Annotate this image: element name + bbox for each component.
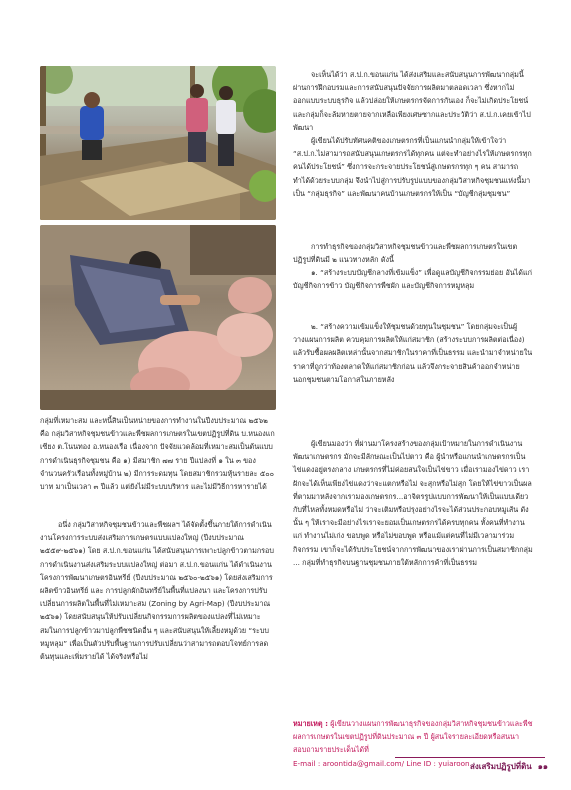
page-footer (470, 760, 548, 773)
note-label: หมายเหตุ : (293, 719, 328, 728)
note-text: ผู้เขียนวางแผนการพัฒนาธุรกิจของกลุ่มวิสาหกิจชุมชนข้าวและพืชผลการเกษตรในเขตปฏิรูปที่ดินประมาณ ๓ ปี ผู้สนใจรายละเอียดหรือสนนาสอบถามรายประเด็นได้ที่ (293, 719, 533, 755)
magazine-name: ส่งเสริมปฏิรูปที่ดิน (470, 761, 532, 771)
right-paragraph-6: ผู้เขียนมองว่า ที่ผ่านมาโครงสร้างของกลุ่มเป้าหมายในการดำเนินงานพัฒนาเกษตรกร มักจะมีลักษณะเป็นไปตาว คือ ผู้นำหรือแกนนำเกษตรกรเป็นไข่แดงอยู่ตรงกลาง เกษตรกรที่ไม่ค่อยสนใจเป็นไข่ขาว เมื่อเรามองไข่ดาว เราฝักจะได้เห็นเพียงไข่แดงว่าจะแตกหรือไม่ จะสุกหรือไม่สุก โดยให้ไข่ขาวเป็นผลที่ตามมาหลังจากเรามองเกษตรกร...อาจิตรรูปแบบการพัฒนาให้เป็นแบบเดียวกับที่ไหลทั้งหมดหรือไม่ ว่าจะเติมหรือปรุงอย่างไรจะได้ส่วนประกอบหมูเส้น ดังนั้น ๆ ให้เราจะมีอย่างไรเราจะยอมเป็นเกษตรกรได้ครบทุกคน ทั้งคนที่ทำงานแก่ ทำงานไม่เก่ง ขอบพูด หรือไม่ขอบพูด หรือแม้แต่คนที่ไม่มีเวลามาร่วมกิจกรรม เขาก็จะได้รับประโยชน์จากการพัฒนาของเราผ่านการเป็นสมาชิกกลุ่ม ... กลุ่มที่ทำธุรกิจบนฐานชุมชนภายใต้หลักการค้าที่เป็นธรรม (293, 439, 533, 567)
right-paragraph-5: ๒. “สร้างความเข้มแข็งให้ชุมชนด้วยทุนในชุมชน” โดยกลุ่มจะเป็นผู้วางแผนการผลิต ควบคุมการผลิตให้แก่สมาชิก (สร้างระบบการผลิตต่อเนื่อง) แล้วรับซื้อผลผลิตเหล่านั้นจากสมาชิกในราคาที่เป็นธรรม และนำมาจำหน่ายในราคาที่ถูกว่าท้องตลาดให้แก่สมาชิกก่อน แล้วจึงกระจายสินค้าออกจำหน่ายนอกชุมชนตามโอกาสในภายหลัง (293, 322, 533, 384)
left-paragraph-1: กลุ่มที่เหมาะสม และหนี้สินเป็นหน่ายของการทำงานในปีงบประมาณ ๒๕๖๒ คือ กลุ่มวิสาหกิจชุมชนข้าวและพืชผลการเกษตรในเขตปฏิรูปที่ดิน บ.หนองแกเซียง ต.โนนทอง อ.หนองเรือ เนื่องจาก ปัจจัยแวดล้อมที่เหมาะสมเป็นต้นแบบการดำเนินธุรกิจชุมชน คือ ๑) มีสมาชิก ๗๗ ราย ปีแปลงที่ ๑ ใน ๓ ของจำนวนครัวเรือนทั้งหมู่บ้าน ๒) มีการระดมทุน โดยสมาชิกรวมหุ้นรายละ ๕๐๐ บาท มาเป็นเวลา ๓ ปีแล้ว แต่ยังไม่มีระบบบริหาร และไม่มีวิธีการหารายได้ (40, 416, 275, 492)
footer-divider (395, 757, 545, 758)
right-paragraph-4: ๑. “สร้างระบบบัญชีกลางที่เข้มแข็ง” เพื่อดูแลบัญชีกิจกรรมย่อย อันได้แก่ บัญชีกิจการข้าว บัญชีกิจการพืชผัก และบัญชีกิจการหมูหลุม (293, 268, 532, 291)
farmers-inspecting-pig-pen-photo (40, 66, 276, 220)
note-contact: E-mail : aroontida@gmail.com/ Line ID : yuiaroon (293, 758, 470, 768)
right-paragraph-2: ผู้เขียนได้ปรับทัศนคติของเกษตรกรที่เป็นแกนนำกลุ่มให้เข้าใจว่า “ส.ป.ก.ไม่สามารถสนับสนุนเกษตรกรได้ทุกคน แต่จะทำอย่างไรให้เกษตรกรทุกคนได้ประโยชน์” ซึ่งการจะกระจายประโยชน์สู่เกษตรกรทุก ๆ คน สามารถทำได้ด้วยระบบกลุ่ม จึงนำไปสู่การปรับรูปแบบของกลุ่มวิสาหกิจชุมชนแห่งนี้มาเป็น “กลุ่มธุรกิจ” และพัฒนาคนบ้านเกษตรกรให้เป็น “บัญชีกลุ่มชุมชน” (293, 136, 532, 198)
right-paragraph-1: จะเห็นได้ว่า ส.ป.ก.ขอนแก่น ได้ส่งเสริมและสนับสนุนการพัฒนากลุ่มนี้ผ่านการฝึกอบรมและการสนับสนุนปัจจัยการผลิตมาตลอดเวลา ซึ่งหากไม่ออกแบบระบบธุรกิจ แล้วปล่อยให้เกษตรกรจัดการกันเอง ก็จะไม่เกิดประโยชน์และกลุ่มก็จะล้มหายตายจากเหลือเพียงเศษซากและประวัติว่า ส.ป.ก.เคยเข้าไปพัฒนา (293, 70, 531, 132)
farmer-feeding-pigs-photo (40, 225, 276, 410)
left-paragraph-2: อนึ่ง กลุ่มวิสาหกิจชุมชนข้าวและพืชผลฯ ได้จัดตั้งขึ้นภายใต้การดำเนินงานโครงการระบบส่งเสริมการเกษตรแบบแปลงใหญ่ (ปีงบประมาณ ๒๕๕๙-๒๕๖๑) โดย ส.ป.ก.ขอนแก่น ได้สนับสนุนการเพาะปลูกข้าวตามกรอบ การดำเนินงานส่งเสริมระบบแปลงใหญ่ ต่อมา ส.ป.ก.ขอนแก่น ได้ดำเนินงานโครงการพัฒนาเกษตรอินทรีย์ (ปีงบประมาณ ๒๕๖๐-๒๕๖๑) โดยส่งเสริมการผลิตข้าวอินทรีย์ และ การปลูกผักอินทรีย์ในพื้นที่แปลงนา และโครงการปรับเปลี่ยนการผลิตในพื้นที่ไม่เหมาะสม (Zoning by Agri-Map) (ปีงบประมาณ ๒๕๖๑) โดยสนับสนุนให้ปรับเปลี่ยนกิจกรรมการผลิตของแปลงที่ไม่เหมาะสมในการปลูกข้าวมาปลูกพืชชนิดอื่น ๆ และสนับสนุนให้เลี้ยงหมูด้วย “ระบบหมูหลุม” เพื่อเป็นตัวปรับพื้นฐานการปรับเปลี่ยนว่าสามารถตอบโจทย์การลดต้นทุนและเพิ่มรายได้ ได้จริงหรือไม่ (40, 520, 274, 662)
right-paragraph-3: การทำธุรกิจของกลุ่มวิสาหกิจชุมชนข้าวและพืชผลการเกษตรในเขตปฏิรูปที่ดินมี ๒ แนวทางหลัก ดังนี้ (293, 242, 518, 265)
page-number: ๑๑ (537, 761, 548, 771)
